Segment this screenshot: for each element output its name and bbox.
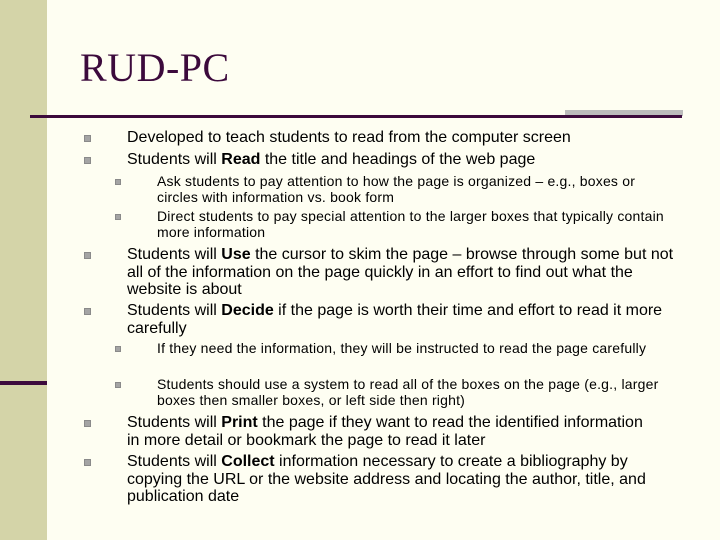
bullet-item xyxy=(127,453,683,506)
sub-bullet-item xyxy=(157,377,677,408)
bullet-text: the title and headings of the web page xyxy=(260,151,536,168)
bullet-keyword: Print xyxy=(221,414,258,431)
sub-bullet-item xyxy=(157,174,667,205)
bullet-text: if the page is worth their time and effort to read it more carefully xyxy=(127,302,663,337)
bullet-item xyxy=(127,302,683,337)
sub-bullet-text: Direct students to pay special attention to the larger boxes that typically contain more information xyxy=(157,208,664,240)
square-bullet-icon xyxy=(84,420,91,427)
bullet-text: Students will xyxy=(127,246,222,263)
bullet-text: Developed to teach students to read from the computer screen xyxy=(127,129,571,146)
bullet-keyword: Use xyxy=(221,246,251,263)
sub-bullet-item xyxy=(157,209,667,240)
square-bullet-icon xyxy=(115,382,121,388)
square-bullet-icon xyxy=(115,214,121,220)
slide-title: RUD-PC xyxy=(80,45,230,90)
square-bullet-icon xyxy=(84,459,91,466)
bullet-keyword: Read xyxy=(221,151,261,168)
sub-bullet-text: Students should use a system to read all of the boxes on the page (e.g., larger boxes then smaller boxes, or left side then right) xyxy=(157,376,659,408)
square-bullet-icon xyxy=(84,157,91,164)
sub-bullet-text: If they need the information, they will be instructed to read the page carefully xyxy=(157,340,647,356)
bullet-item xyxy=(127,246,683,299)
bullet-text: information necessary to create a bibliography by copying the URL or the website address and locating the author, title, and publication date xyxy=(127,453,646,505)
bullet-text: Students will xyxy=(127,414,222,431)
square-bullet-icon xyxy=(115,179,121,185)
bullet-text: the cursor to skim the page – browse through some but not all of the information on the page quickly in an effort to find out what the website is about xyxy=(127,246,674,298)
bullet-keyword: Collect xyxy=(221,453,275,470)
bullet-text: Students will xyxy=(127,302,222,319)
bullet-item xyxy=(127,414,647,449)
bullet-item xyxy=(127,129,687,147)
bullet-item xyxy=(127,151,687,169)
bullet-keyword: Decide xyxy=(221,302,274,319)
bullet-text: the page if they want to read the identified information in more detail or bookmark the page to read it later xyxy=(127,414,643,449)
bullet-text: Students will xyxy=(127,151,222,168)
square-bullet-icon xyxy=(115,346,121,352)
square-bullet-icon xyxy=(84,308,91,315)
square-bullet-icon xyxy=(84,135,91,142)
sub-bullet-text: Ask students to pay attention to how the page is organized – e.g., boxes or circles with information vs. book form xyxy=(157,173,636,205)
square-bullet-icon xyxy=(84,252,91,259)
sub-bullet-item xyxy=(157,341,677,357)
bullet-text: Students will xyxy=(127,453,222,470)
